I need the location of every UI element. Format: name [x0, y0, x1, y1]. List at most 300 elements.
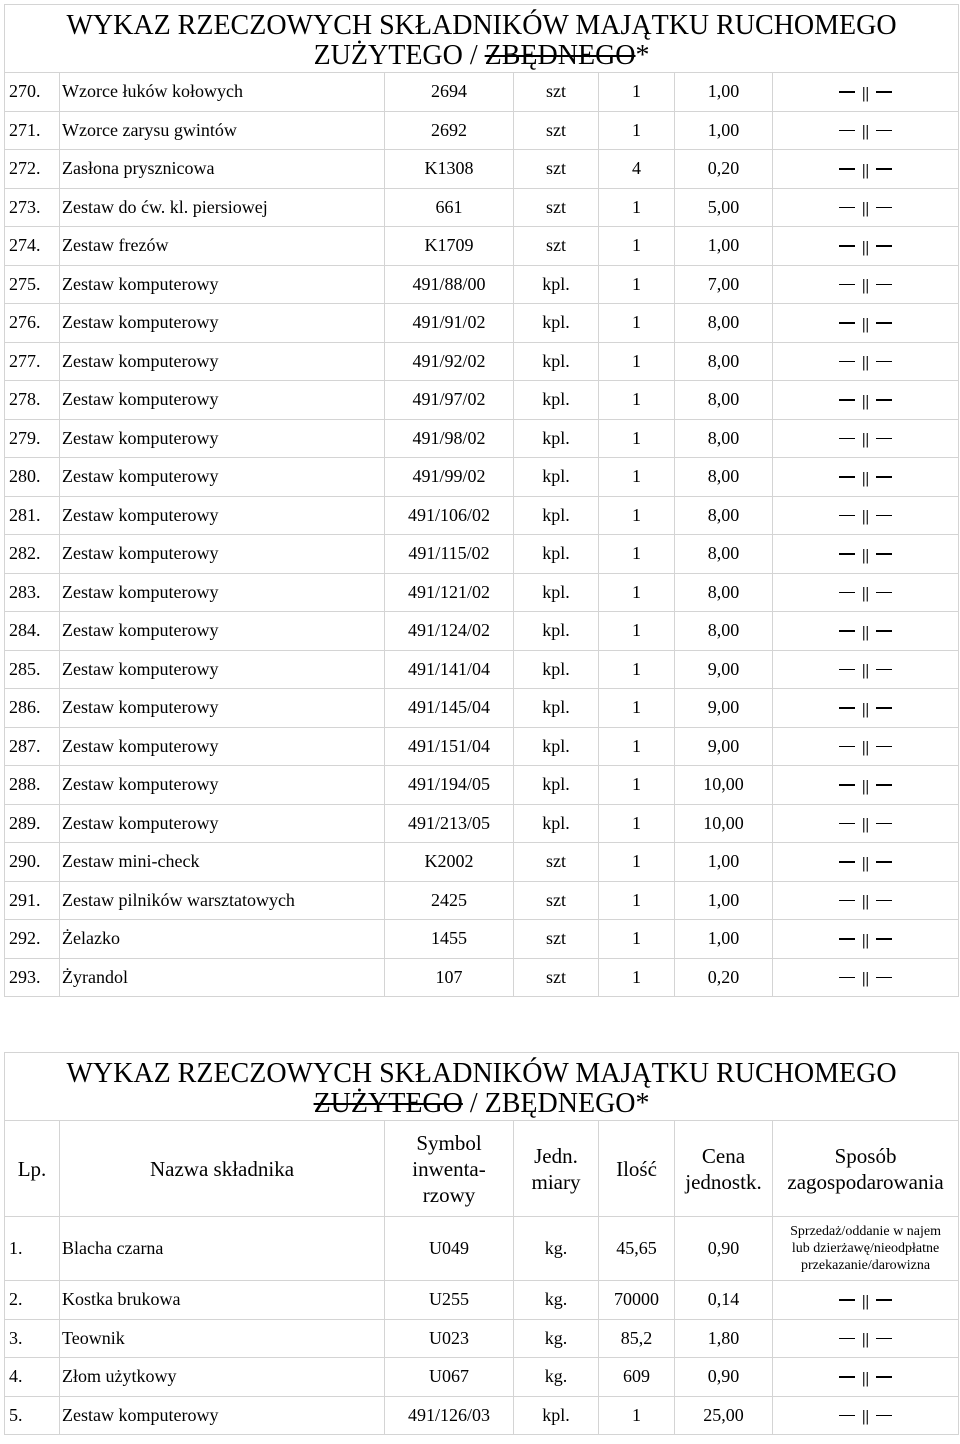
- row-qty: 1: [599, 381, 675, 420]
- row-symbol: 661: [385, 188, 514, 227]
- row-name: Złom użytkowy: [60, 1358, 385, 1397]
- row-qty: 1: [599, 920, 675, 959]
- row-price: 1,00: [675, 843, 773, 882]
- row-symbol: K1308: [385, 150, 514, 189]
- row-name: Zestaw komputerowy: [60, 419, 385, 458]
- row-lp: 276.: [5, 304, 60, 343]
- ditto-dash: [839, 91, 855, 93]
- ditto-mark: [839, 352, 892, 370]
- ditto-dash: [876, 1299, 892, 1301]
- table-row: [5, 304, 959, 343]
- row-disposal-mode: [773, 689, 959, 728]
- row-disposal-mode: [773, 727, 959, 766]
- table-row: [5, 111, 959, 150]
- ditto-dash: [876, 938, 892, 940]
- row-unit: kg.: [514, 1281, 599, 1320]
- row-qty: 1: [599, 304, 675, 343]
- ditto-symbol: ||: [862, 1331, 870, 1349]
- row-lp: 272.: [5, 150, 60, 189]
- table-row: [5, 188, 959, 227]
- row-symbol: U067: [385, 1358, 514, 1397]
- row-name: Zestaw do ćw. kl. piersiowej: [60, 188, 385, 227]
- table-row: [5, 612, 959, 651]
- ditto-symbol: ||: [862, 315, 870, 333]
- row-disposal-mode: [773, 650, 959, 689]
- row-lp: 280.: [5, 458, 60, 497]
- ditto-symbol: ||: [862, 700, 870, 718]
- row-disposal-mode: [773, 958, 959, 997]
- ditto-dash: [876, 592, 892, 594]
- ditto-dash: [839, 592, 855, 594]
- row-price: 1,00: [675, 111, 773, 150]
- row-name: Zestaw komputerowy: [60, 265, 385, 304]
- row-symbol: U255: [385, 1281, 514, 1320]
- row-lp: 291.: [5, 881, 60, 920]
- row-unit: kg.: [514, 1358, 599, 1397]
- row-unit: szt: [514, 150, 599, 189]
- header-name: Nazwa składnika: [60, 1121, 385, 1217]
- row-unit: kpl.: [514, 766, 599, 805]
- ditto-symbol: ||: [862, 161, 870, 179]
- ditto-mark: [839, 1406, 892, 1424]
- row-price: 7,00: [675, 265, 773, 304]
- row-qty: 1: [599, 458, 675, 497]
- ditto-mark: [839, 237, 892, 255]
- table-row: [5, 381, 959, 420]
- ditto-mark: [839, 968, 892, 986]
- table-row: [5, 150, 959, 189]
- row-name: Zestaw komputerowy: [60, 689, 385, 728]
- ditto-symbol: ||: [862, 469, 870, 487]
- ditto-mark: [839, 391, 892, 409]
- ditto-dash: [876, 900, 892, 902]
- ditto-symbol: ||: [862, 585, 870, 603]
- ditto-dash: [839, 399, 855, 401]
- row-disposal-mode: [773, 496, 959, 535]
- row-lp: 2.: [5, 1281, 60, 1320]
- row-price: 9,00: [675, 650, 773, 689]
- header-symbol: [385, 1121, 514, 1217]
- section-2-title: [5, 1053, 959, 1121]
- ditto-symbol: ||: [862, 546, 870, 564]
- row-name: Zestaw komputerowy: [60, 804, 385, 843]
- row-unit: kpl.: [514, 381, 599, 420]
- ditto-dash: [876, 91, 892, 93]
- row-disposal-mode: [773, 265, 959, 304]
- ditto-dash: [876, 977, 892, 979]
- row-qty: 70000: [599, 1281, 675, 1320]
- ditto-symbol: ||: [862, 238, 870, 256]
- row-unit: kpl.: [514, 804, 599, 843]
- row-unit: kpl.: [514, 612, 599, 651]
- ditto-dash: [839, 707, 855, 709]
- disposal-mode-line: Sprzedaż/oddanie w najem: [790, 1224, 941, 1239]
- disposal-mode-line: lub dzierżawę/nieodpłatne: [791, 1241, 940, 1256]
- row-unit: szt: [514, 881, 599, 920]
- ditto-dash: [839, 784, 855, 786]
- section-1-title-line1: WYKAZ RZECZOWYCH SKŁADNIKÓW MAJĄTKU RUCHOMEGO: [66, 9, 897, 41]
- row-symbol: 491/151/04: [385, 727, 514, 766]
- row-lp: 274.: [5, 227, 60, 266]
- ditto-symbol: ||: [862, 354, 870, 372]
- table-row: [5, 804, 959, 843]
- ditto-dash: [839, 284, 855, 286]
- row-symbol: K2002: [385, 843, 514, 882]
- ditto-mark: [839, 814, 892, 832]
- header-symbol-l3: rzowy: [422, 1182, 476, 1207]
- row-price: 1,00: [675, 920, 773, 959]
- row-name: Kostka brukowa: [60, 1281, 385, 1320]
- ditto-mark: [839, 275, 892, 293]
- header-price-l2: jednostk.: [685, 1169, 762, 1194]
- row-disposal-mode: [773, 766, 959, 805]
- row-name: Zestaw komputerowy: [60, 535, 385, 574]
- row-price: 8,00: [675, 342, 773, 381]
- ditto-dash: [876, 630, 892, 632]
- row-unit: kpl.: [514, 1396, 599, 1435]
- ditto-dash: [839, 438, 855, 440]
- row-qty: 4: [599, 150, 675, 189]
- row-name: Zestaw pilników warsztatowych: [60, 881, 385, 920]
- section-2-title-line2: [5, 1089, 958, 1119]
- row-symbol: 491/115/02: [385, 535, 514, 574]
- title-asterisk: *: [635, 39, 650, 71]
- row-symbol: 2694: [385, 73, 514, 112]
- row-lp: 286.: [5, 689, 60, 728]
- table-row: [5, 689, 959, 728]
- row-symbol: 2425: [385, 881, 514, 920]
- row-price: 0,90: [675, 1217, 773, 1281]
- row-unit: kpl.: [514, 458, 599, 497]
- row-qty: 1: [599, 804, 675, 843]
- row-symbol: 491/194/05: [385, 766, 514, 805]
- ditto-dash: [876, 476, 892, 478]
- ditto-mark: [839, 699, 892, 717]
- row-disposal-mode: [773, 227, 959, 266]
- ditto-dash: [839, 630, 855, 632]
- table-row: [5, 1281, 959, 1320]
- ditto-symbol: ||: [862, 854, 870, 872]
- row-symbol: 491/99/02: [385, 458, 514, 497]
- title-text: / ZBĘDNEGO*: [462, 1087, 650, 1119]
- ditto-dash: [876, 784, 892, 786]
- row-symbol: 1455: [385, 920, 514, 959]
- ditto-dash: [876, 823, 892, 825]
- title-struck-text: ZBĘDNEGO: [484, 39, 636, 71]
- row-name: Zestaw komputerowy: [60, 1396, 385, 1435]
- section-1-title: [5, 5, 959, 73]
- row-qty: 1: [599, 958, 675, 997]
- row-disposal-mode: [773, 1358, 959, 1397]
- row-disposal-mode: [773, 1217, 959, 1281]
- table-row: [5, 1217, 959, 1281]
- row-unit: kpl.: [514, 265, 599, 304]
- row-qty: 1: [599, 573, 675, 612]
- row-symbol: U023: [385, 1319, 514, 1358]
- row-qty: 1: [599, 73, 675, 112]
- row-price: 1,80: [675, 1319, 773, 1358]
- row-qty: 1: [599, 843, 675, 882]
- row-price: 1,00: [675, 881, 773, 920]
- ditto-mark: [839, 545, 892, 563]
- row-price: 8,00: [675, 573, 773, 612]
- row-name: Zestaw komputerowy: [60, 573, 385, 612]
- ditto-mark: [839, 930, 892, 948]
- row-disposal-mode: [773, 612, 959, 651]
- row-unit: kpl.: [514, 727, 599, 766]
- row-unit: szt: [514, 843, 599, 882]
- row-qty: 1: [599, 496, 675, 535]
- row-unit: kpl.: [514, 650, 599, 689]
- row-symbol: 491/124/02: [385, 612, 514, 651]
- header-mode: [773, 1121, 959, 1217]
- row-unit: szt: [514, 920, 599, 959]
- row-symbol: 107: [385, 958, 514, 997]
- ditto-dash: [839, 168, 855, 170]
- table-row: [5, 265, 959, 304]
- row-disposal-mode: [773, 920, 959, 959]
- row-unit: szt: [514, 111, 599, 150]
- row-disposal-mode: [773, 881, 959, 920]
- ditto-dash: [876, 168, 892, 170]
- row-disposal-mode: [773, 1396, 959, 1435]
- row-qty: 609: [599, 1358, 675, 1397]
- ditto-dash: [876, 1338, 892, 1340]
- row-name: Teownik: [60, 1319, 385, 1358]
- row-unit: kpl.: [514, 419, 599, 458]
- row-name: Blacha czarna: [60, 1217, 385, 1281]
- row-disposal-mode: [773, 1281, 959, 1320]
- row-lp: 287.: [5, 727, 60, 766]
- row-lp: 292.: [5, 920, 60, 959]
- ditto-dash: [876, 1376, 892, 1378]
- ditto-mark: [839, 198, 892, 216]
- row-unit: kpl.: [514, 573, 599, 612]
- row-qty: 1: [599, 342, 675, 381]
- table-row: [5, 958, 959, 997]
- ditto-dash: [876, 284, 892, 286]
- table-row: [5, 881, 959, 920]
- ditto-symbol: ||: [862, 623, 870, 641]
- row-name: Zestaw komputerowy: [60, 381, 385, 420]
- ditto-dash: [839, 669, 855, 671]
- ditto-dash: [876, 553, 892, 555]
- table-row: [5, 496, 959, 535]
- row-price: 8,00: [675, 535, 773, 574]
- table-row: [5, 920, 959, 959]
- header-lp: Lp.: [5, 1121, 60, 1217]
- header-price-l1: Cena: [701, 1143, 746, 1168]
- ditto-mark: [839, 1291, 892, 1309]
- header-unit-l1: Jedn.: [534, 1143, 578, 1168]
- ditto-symbol: ||: [862, 1408, 870, 1426]
- section-2-rows: [5, 1217, 959, 1435]
- ditto-mark: [839, 776, 892, 794]
- row-qty: 1: [599, 227, 675, 266]
- table-row: [5, 227, 959, 266]
- row-unit: kpl.: [514, 689, 599, 728]
- row-name: Wzorce łuków kołowych: [60, 73, 385, 112]
- table-row: [5, 535, 959, 574]
- row-price: 0,20: [675, 150, 773, 189]
- ditto-symbol: ||: [862, 84, 870, 102]
- row-name: Zestaw mini-check: [60, 843, 385, 882]
- row-symbol: 491/145/04: [385, 689, 514, 728]
- table-row: [5, 573, 959, 612]
- row-name: Zestaw komputerowy: [60, 496, 385, 535]
- table-row: [5, 650, 959, 689]
- row-price: 0,14: [675, 1281, 773, 1320]
- ditto-dash: [839, 900, 855, 902]
- row-lp: 271.: [5, 111, 60, 150]
- row-symbol: 491/88/00: [385, 265, 514, 304]
- table-row: [5, 1358, 959, 1397]
- row-qty: 1: [599, 689, 675, 728]
- ditto-mark: [839, 1329, 892, 1347]
- row-lp: 4.: [5, 1358, 60, 1397]
- row-price: 8,00: [675, 496, 773, 535]
- row-name: Żyrandol: [60, 958, 385, 997]
- row-price: 8,00: [675, 381, 773, 420]
- row-price: 1,00: [675, 227, 773, 266]
- row-lp: 285.: [5, 650, 60, 689]
- row-unit: szt: [514, 188, 599, 227]
- table-row: [5, 766, 959, 805]
- row-disposal-mode: [773, 1319, 959, 1358]
- row-lp: 282.: [5, 535, 60, 574]
- ditto-dash: [876, 861, 892, 863]
- ditto-dash: [839, 938, 855, 940]
- row-lp: 1.: [5, 1217, 60, 1281]
- section-2-title-line1: WYKAZ RZECZOWYCH SKŁADNIKÓW MAJĄTKU RUCHOMEGO: [66, 1057, 897, 1089]
- row-name: Zestaw komputerowy: [60, 612, 385, 651]
- row-lp: 293.: [5, 958, 60, 997]
- row-lp: 278.: [5, 381, 60, 420]
- row-disposal-mode: [773, 342, 959, 381]
- ditto-dash: [876, 1415, 892, 1417]
- ditto-symbol: ||: [862, 392, 870, 410]
- row-disposal-mode: [773, 535, 959, 574]
- row-qty: 1: [599, 265, 675, 304]
- ditto-dash: [839, 361, 855, 363]
- row-symbol: U049: [385, 1217, 514, 1281]
- ditto-dash: [876, 515, 892, 517]
- row-symbol: 491/121/02: [385, 573, 514, 612]
- row-name: Zestaw komputerowy: [60, 766, 385, 805]
- row-price: 9,00: [675, 689, 773, 728]
- ditto-dash: [839, 207, 855, 209]
- row-lp: 283.: [5, 573, 60, 612]
- row-name: Zestaw komputerowy: [60, 304, 385, 343]
- ditto-symbol: ||: [862, 739, 870, 757]
- ditto-dash: [876, 438, 892, 440]
- section-1-rows: [5, 73, 959, 997]
- row-qty: 1: [599, 111, 675, 150]
- row-lp: 289.: [5, 804, 60, 843]
- row-name: Zestaw komputerowy: [60, 650, 385, 689]
- row-unit: kg.: [514, 1217, 599, 1281]
- row-unit: kpl.: [514, 304, 599, 343]
- row-unit: kg.: [514, 1319, 599, 1358]
- ditto-dash: [876, 399, 892, 401]
- ditto-dash: [839, 245, 855, 247]
- header-price: [675, 1121, 773, 1217]
- ditto-dash: [839, 823, 855, 825]
- row-qty: 85,2: [599, 1319, 675, 1358]
- row-price: 25,00: [675, 1396, 773, 1435]
- row-disposal-mode: [773, 419, 959, 458]
- row-lp: 288.: [5, 766, 60, 805]
- ditto-mark: [839, 891, 892, 909]
- header-symbol-l2: inwenta-: [412, 1156, 486, 1181]
- row-price: 0,90: [675, 1358, 773, 1397]
- row-qty: 1: [599, 1396, 675, 1435]
- ditto-dash: [839, 1376, 855, 1378]
- row-lp: 3.: [5, 1319, 60, 1358]
- ditto-symbol: ||: [862, 431, 870, 449]
- ditto-dash: [839, 1338, 855, 1340]
- ditto-dash: [839, 476, 855, 478]
- row-qty: 1: [599, 650, 675, 689]
- row-qty: 45,65: [599, 1217, 675, 1281]
- header-mode-l2: zagospodarowania: [787, 1169, 944, 1194]
- row-disposal-mode: [773, 804, 959, 843]
- ditto-symbol: ||: [862, 970, 870, 988]
- ditto-dash: [876, 245, 892, 247]
- ditto-mark: [839, 160, 892, 178]
- row-qty: 1: [599, 188, 675, 227]
- ditto-dash: [839, 977, 855, 979]
- row-unit: kpl.: [514, 535, 599, 574]
- header-qty: Ilość: [599, 1121, 675, 1217]
- row-price: 8,00: [675, 458, 773, 497]
- table-row: [5, 1319, 959, 1358]
- ditto-symbol: ||: [862, 277, 870, 295]
- row-price: 10,00: [675, 804, 773, 843]
- row-qty: 1: [599, 727, 675, 766]
- row-name: Wzorce zarysu gwintów: [60, 111, 385, 150]
- header-unit: [514, 1121, 599, 1217]
- title-struck-text: ZUŻYTEGO: [313, 1087, 463, 1119]
- row-price: 10,00: [675, 766, 773, 805]
- table-row: [5, 1396, 959, 1435]
- ditto-mark: [839, 314, 892, 332]
- row-lp: 284.: [5, 612, 60, 651]
- ditto-dash: [839, 322, 855, 324]
- row-disposal-mode: [773, 111, 959, 150]
- ditto-dash: [839, 746, 855, 748]
- ditto-dash: [839, 1299, 855, 1301]
- row-symbol: 2692: [385, 111, 514, 150]
- section-1-title-line2: [5, 41, 958, 71]
- ditto-symbol: ||: [862, 893, 870, 911]
- ditto-symbol: ||: [862, 816, 870, 834]
- row-symbol: 491/126/03: [385, 1396, 514, 1435]
- row-price: 0,20: [675, 958, 773, 997]
- row-unit: szt: [514, 958, 599, 997]
- row-symbol: 491/97/02: [385, 381, 514, 420]
- row-name: Zestaw komputerowy: [60, 727, 385, 766]
- table-row: [5, 727, 959, 766]
- row-lp: 270.: [5, 73, 60, 112]
- ditto-dash: [876, 130, 892, 132]
- ditto-mark: [839, 853, 892, 871]
- ditto-dash: [876, 707, 892, 709]
- table-row: [5, 843, 959, 882]
- ditto-symbol: ||: [862, 200, 870, 218]
- ditto-mark: [839, 121, 892, 139]
- row-disposal-mode: [773, 843, 959, 882]
